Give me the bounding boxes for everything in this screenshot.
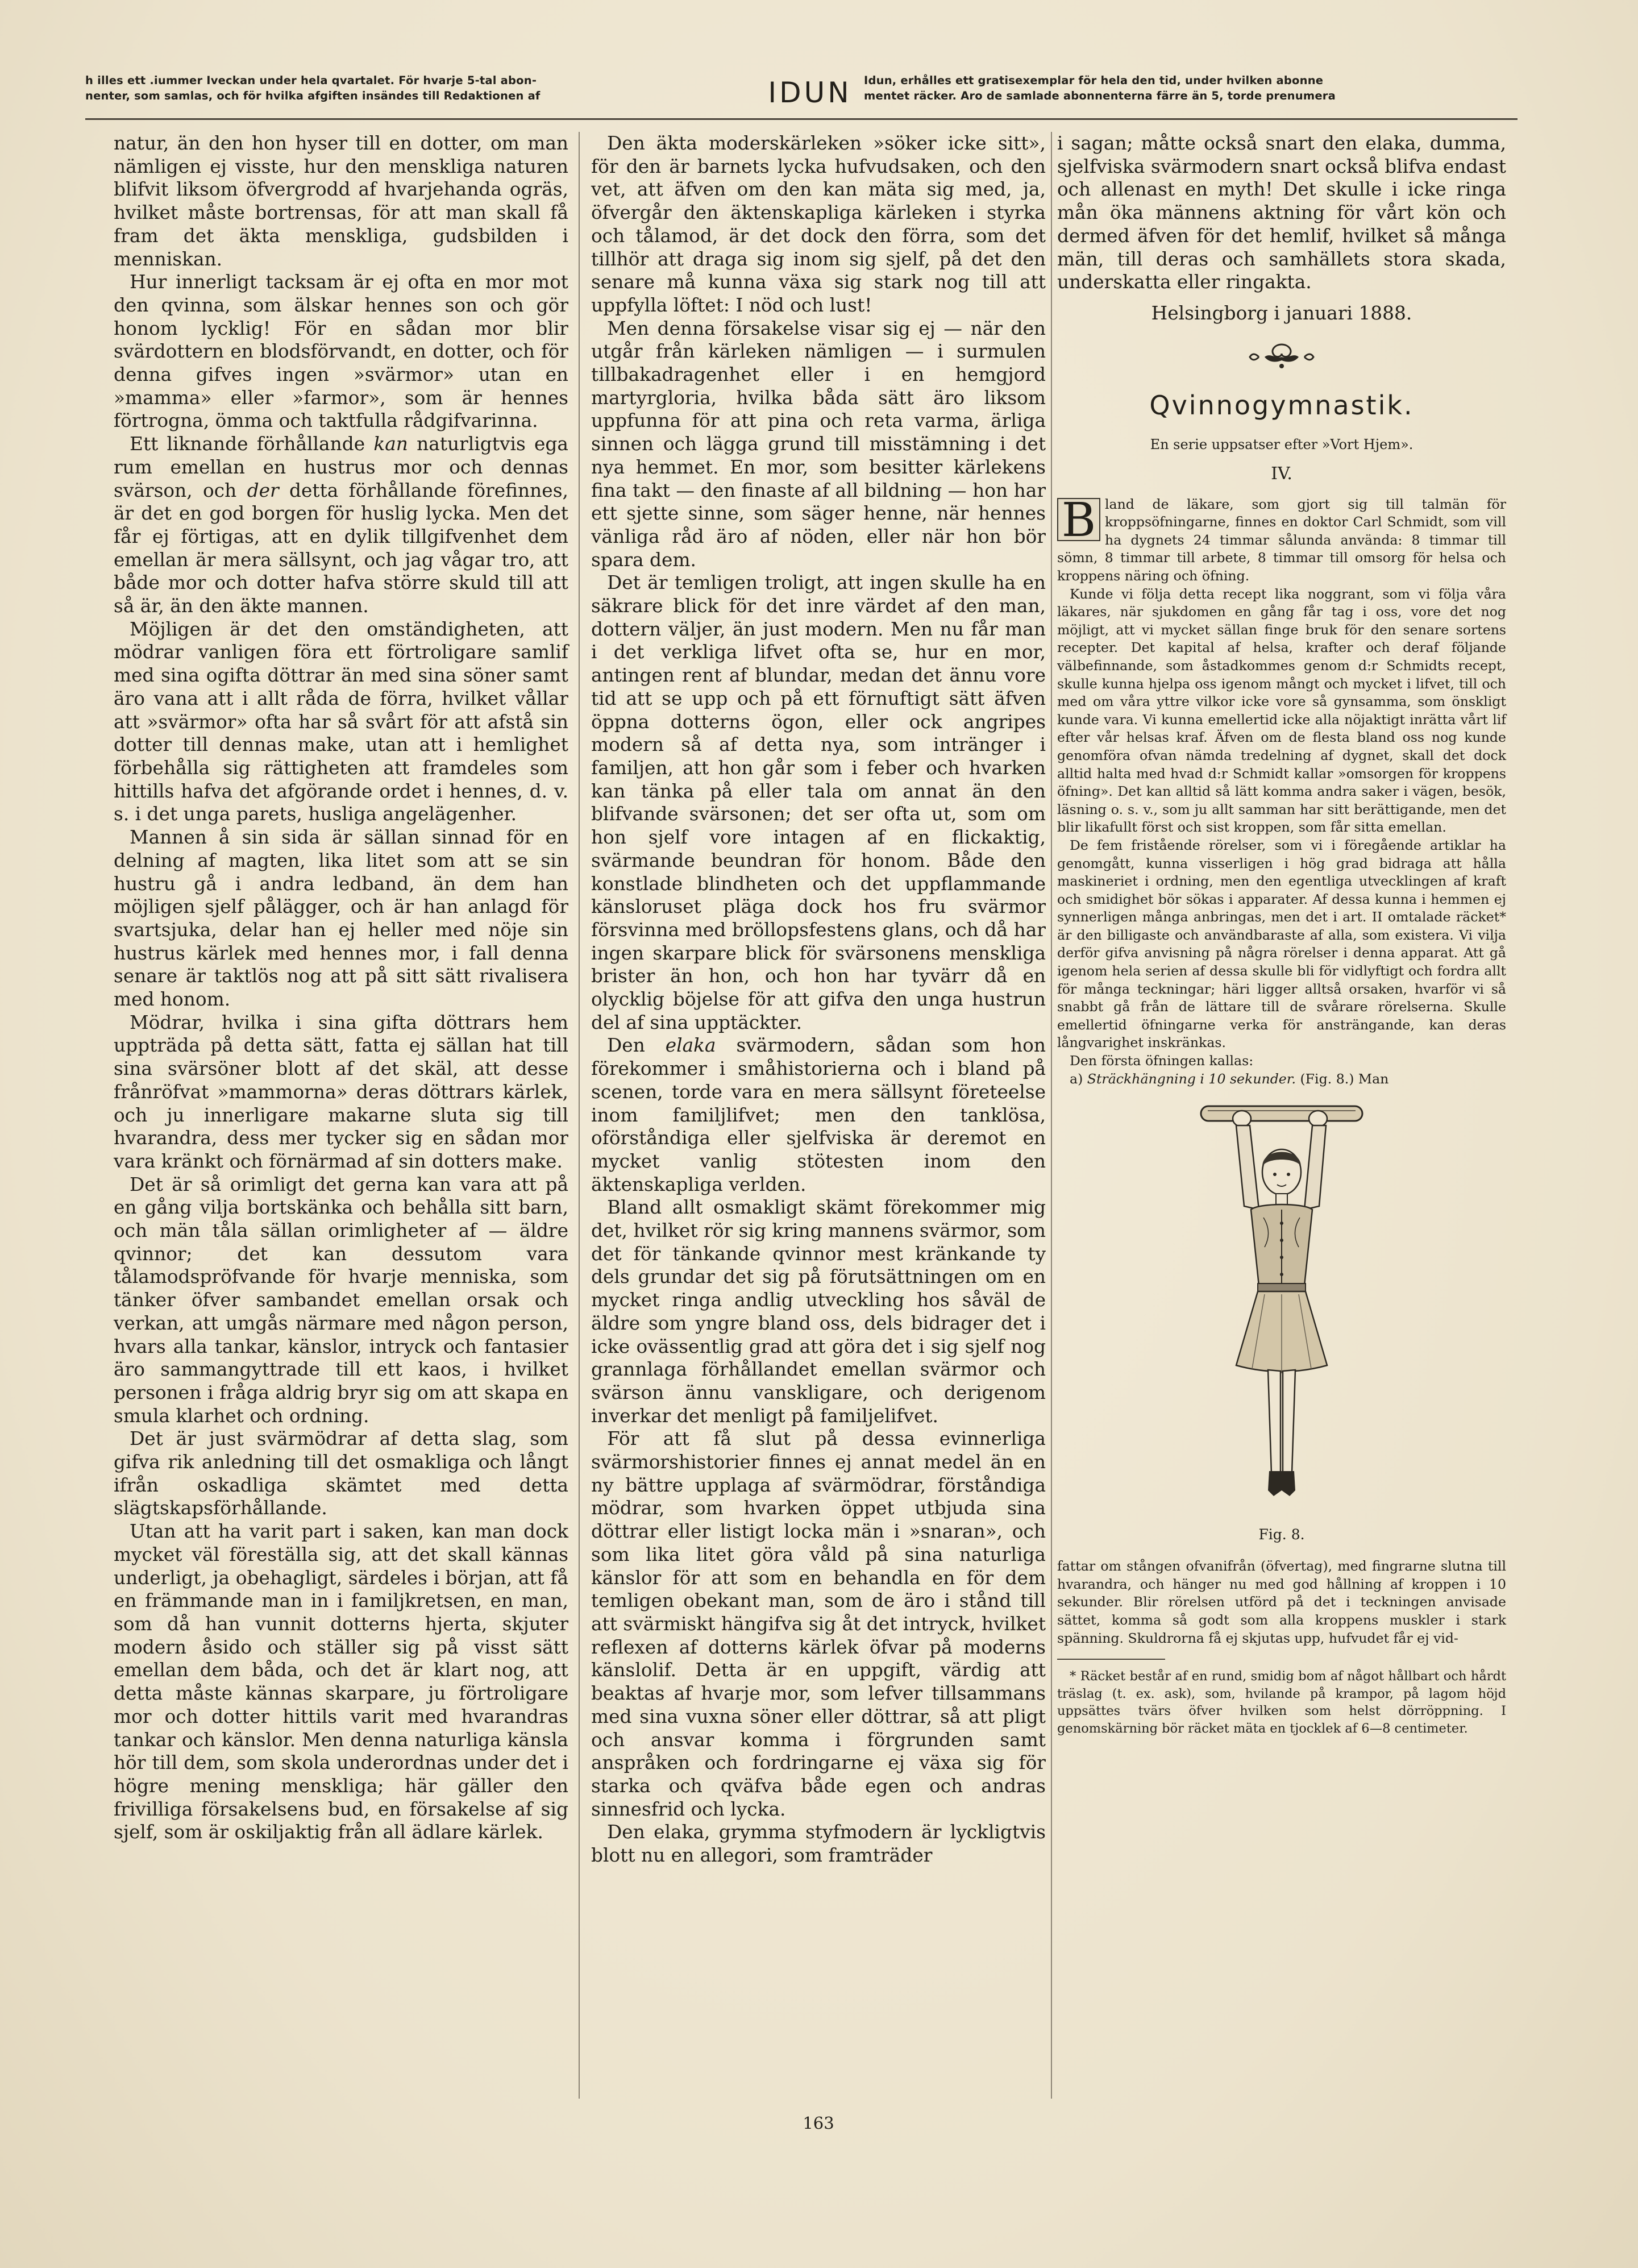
exercise-heading: a) Sträckhängning i 10 sekunder. (Fig. 8.) Man bbox=[1070, 1070, 1389, 1087]
hanging-woman-illustration bbox=[1196, 1098, 1367, 1519]
paragraph: natur, än den hon hyser till en dotter, om man nämligen ej visste, hur den menskliga naturen blifvit liksom öfvergrodd af hvarjehanda ogräs, hvilket måste bortrensas, för att man skall få fram det äkta menskliga, gudsbilden i menniskan. bbox=[114, 132, 568, 270]
paragraph: B land de läkare, som gjort sig till talmän för kroppsöfningarne, finnes en doktor Carl Schmidt, som vill ha dygnets 24 timmar sålunda använda: 8 timmar till sömn, 8 timmar till arbete, 8 timmar till omsorg för helsa och kroppens näring och öfning. bbox=[1057, 493, 1506, 584]
paragraph: Den elaka, grymma styfmodern är lyckligtvis blott nu en allegori, som framträder bbox=[591, 1821, 1046, 1867]
column-divider bbox=[1051, 132, 1052, 2099]
article-column-1 bbox=[114, 132, 568, 1844]
header-subscription-note-right: Idun, erhålles ett gratisexemplar för hela den tid, under hvilken abonne mentet räcker. Aro de samlade abonnenterna färre än 5, torde prenumera bbox=[864, 74, 1336, 102]
header-subscription-note-left: h illes ett .iummer Iveckan under hela qvartalet. För hvarje 5-tal abon- nenter, som samlas, och för hvilka afgiften insändes till Redaktionen af bbox=[85, 74, 541, 102]
section-number: IV. bbox=[1271, 463, 1292, 484]
paragraph: i sagan; måtte också snart den elaka, dumma, sjelfviska svärmodern snart också blifva endast och allenast en myth! Det skulle i icke ringa mån öka männens aktning för vårt kön och dermed äfven för det hemlif, hvilket så många män, till deras och samhällets stora skada, underskatta eller ringakta. bbox=[1057, 132, 1506, 293]
section-subtitle: En serie uppsatser efter »Vort Hjem». bbox=[1150, 436, 1413, 452]
drop-cap: B bbox=[1057, 498, 1100, 541]
masthead-title: IDUN bbox=[768, 76, 852, 109]
paragraph: Hur innerligt tacksam är ej ofta en mor mot den qvinna, som älskar hennes son och gör honom lycklig! För en sådan mor blir svärdottern en blodsförvandt, en dotter, och för denna gifves ingen »svärmor» utan en »mamma» eller »farmor», som är hennes förtrogna, ömma och taktfulla rådgifvarinna. bbox=[114, 271, 568, 432]
header-rule bbox=[85, 118, 1518, 120]
column-divider bbox=[579, 132, 580, 2099]
paragraph: Den elaka svärmodern, sådan som hon förekommer i småhistorierna och i bland på scenen, torde vara en mera sällsynt företeelse inom familjlifvet; men den tanklösa, oförståndiga eller sjelfviska är deremot en mycket vanlig stötesten inom den äktenskapliga verlden. bbox=[591, 1035, 1046, 1195]
paragraph: För att få slut på dessa evinnerliga svärmorshistorier finnes ej annat medel än en ny bättre upplaga af svärmödrar, förståndiga mödrar, som hvarken öppet utbjuda sina döttrar eller listigt locka män i »snaran», och som lika litet göra våld på sina naturliga känslor för att som en behandla en för dem temligen obekant man, som de äro i stånd till att svärmiskt hängifva sig åt det intryck, hvilket reflexen af dotterns kärlek öfvar på moderns känslolif. Detta är en uppgift, värdig att beaktas af hvarje mor, som lefver tillsammans med sina vuxna söner eller döttrar, så att pligt och ansvar komma i förgrunden samt anspråken och fordringarne ej växa sig för starka och qväfva både egen och andras sinnesfrid och lycka. bbox=[591, 1428, 1046, 1820]
gymnastics-article bbox=[1057, 493, 1506, 1738]
fleuron-ornament-icon bbox=[1242, 340, 1321, 372]
paragraph: Utan att ha varit part i saken, kan man dock mycket väl föreställa sig, att det skall kännas underligt, ja obehagligt, särdeles i början, att få en främmande man in i familjkretsen, en man, som då han vunnit dotterns hjerta, skjuter modern åsido och ställer sig på visst sätt emellan dem båda, och det är klart nog, att detta måste kännas skarpare, ju förtroligare mor och dotter hittils varit med hvarandras tankar och känslor. Men denna naturliga känsla hör till dem, som skola underordnas under det i högre mening menskliga; här gäller den frivilliga försakelsens bud, en försakelse af sig sjelf, som är oskiljaktig från all ädlare kärlek. bbox=[114, 1521, 568, 1843]
dateline: Helsingborg i januari 1888. bbox=[1151, 302, 1412, 324]
footnote-rule bbox=[1057, 1659, 1165, 1660]
footnote: * Räcket består af en rund, smidig bom af något hållbart och hårdt träslag (t. ex. ask), som, hvilande på krampor, på lagom höjd uppsättes tvärs öfver hvilken som helst dörröppning. I genomskärning bör räcket mäta en tjocklek af 6—8 centimeter. bbox=[1057, 1669, 1506, 1736]
article-column-3 bbox=[1057, 132, 1506, 1737]
paragraph: Kunde vi följa detta recept lika noggrant, som vi följa våra läkares, när sjukdomen en gång får tag i oss, vore det nog möjligt, att vi mycket sällan finge bruk för den senare sortens recepter. Det kapital af helsa, krafter och deraf följande välbefinnande, som åstadkommes genom d:r Schmidts recept, skulle kunna hjelpa oss igenom mångt och mycket i lifvet, till och med om våra yttre vilkor icke vore så gynsamma, som önskligt kunde vara. Vi kunna emellertid icke alla nöjaktigt inrätta vårt lif efter vår helsas kraf. Äfven om de flesta bland oss nog kunde genomföra ofvan nämda tredelning af dygnet, skall det dock alltid halta med hvad d:r Schmidt kallar »omsorgen för kroppens öfning». Det kan alltid så lätt komma andra saker i vägen, besök, läsning o. s. v., som ju allt samman har sitt berättigande, men det blir likafullt först och sist kroppen, som får sitta emellan. bbox=[1057, 585, 1506, 836]
paragraph: Det är så orimligt det gerna kan vara att på en gång vilja bortskänka och behålla sitt barn, och män tåla sällan orimligheter af — äldre qvinnor; det kan dessutom vara tålamodspröfvande för hvarje menniska, som tänker öfver sambandet emellan orsak och verkan, att umgås närmare med någon person, hvars alla tankar, känslor, intryck och fantasier äro sammangyttrade till ett kaos, i hvilket personen i fråga aldrig bryr sig om att skapa en smula klarhet och ordning. bbox=[114, 1173, 568, 1427]
article-column-2 bbox=[591, 132, 1046, 1867]
paragraph: Mannen å sin sida är sällan sinnad för en delning af magten, lika litet som att se sin hustru gå i andra ledband, än dem han möjligen sjelf pålägger, och är han anlagd för svartsjuka, delar han ej heller med nöje sin hustrus kärlek med hennes mor, i fall denna senare är taktlös nog att på sitt sätt rivalisera med honom. bbox=[114, 826, 568, 1011]
page-number: 163 bbox=[803, 2113, 834, 2133]
paragraph: Möjligen är det den omständigheten, att mödrar vanligen föra ett förtroligare samlif med sina ogifta döttrar än med sina söner samt äro vana att i allt råda de förra, hvilket vållar att »svärmor» ofta har så svårt för att afstå sin dotter till dennas make, utan att i hemlighet förbehålla sig rättigheten att framdeles som hittills hafva det afgörande ordet i hennes, d. v. s. i det unga parets, husliga angelägenher. bbox=[114, 618, 568, 825]
section-title: Qvinnogymnastik. bbox=[1149, 389, 1414, 421]
paragraph: De fem fristående rörelser, som vi i föregående artiklar ha genomgått, kunna visserligen i hög grad bidraga att hålla maskineriet i ordning, men den egentliga utvecklingen af kraft och smidighet bör sökas i apparater. Af dessa kunna i hemmen ej synnerligen många anbringas, men det i art. II omtalade räcket* är den billigaste och användbaraste af alla, som existera. Vi vilja derför gifva anvisning på några rörelser i denna apparat. Att gå igenom hela serien af dessa skulle bli för vidlyftigt och fordra allt för många teckningar; häri ligger alltså orsaken, hvarför vi så snabbt gå från de lättare till de svårare rörelserna. Skulle emellertid öfningarne verka för ansträngande, kan deras långvarighet inskränkas. bbox=[1057, 837, 1506, 1051]
paragraph: Ett liknande förhållande kan naturligtvis ega rum emellan en hustrus mor och dennas svärson, och der detta förhållande förefinnes, är det en god borgen för huslig lycka. Men det får ej förtigas, att en dylik tillgifvenhet dem emellan är mera sällsynt, och jag vågar tro, att både mor och dotter hafva större skuld till att så är, än den äkte mannen. bbox=[114, 433, 568, 617]
page-header bbox=[85, 73, 1518, 118]
figure-caption: Fig. 8. bbox=[1258, 1526, 1305, 1543]
paragraph: fattar om stången ofvanifrån (öfvertag), med fingrarne slutna till hvarandra, och hänger nu med god hållning af kroppen i 10 sekunder. Blir rörelsen utförd på det i teckningen anvisade sättet, komma så godt som alla kroppens muskler i stark spänning. Skuldrorna få ej skjutas upp, hufvudet får ej vid- bbox=[1057, 1558, 1506, 1646]
paragraph: Mödrar, hvilka i sina gifta döttrars hem uppträda på detta sätt, fatta ej sällan hat till sina svärsöner blott af det skäl, att desse frånröfvat »mammorna» deras döttrars kärlek, och ju innerligare makarne sluta sig till hvarandra, dess mer tycker sig en sådan mor vara kränkt och förnärmad af sin dotters make. bbox=[114, 1011, 568, 1172]
paragraph: Det är temligen troligt, att ingen skulle ha en säkrare blick för det inre värdet af den man, dottern väljer, än just modern. Men nu får man i det verkliga lifvet ofta se, hur en mor, antingen rent af blundar, medan det ännu vore tid att se upp och på ett förnuftigt sätt äfven öppna dotterns ögon, eller ock angripes modern så af detta nya, som intränger i familjen, att hon går som i feber och hvarken kan tänka på eller tala om annat än den blifvande svärsonen; det ser ofta ut, som om hon sjelf vore intagen af en flickaktig, svärmande beundran för honom. Både den konstlade blindheten och det uppflammande känsloruset pläga dock hos fru svärmor försvinna med bröllopsfestens glans, och då har ingen skarpare blick för svärsonens menskliga brister än hon, och hon har tyvärr då en olycklig böjelse för att gifva den unga hustrun del af sina upptäckter. bbox=[591, 572, 1046, 1033]
paragraph: Men denna försakelse visar sig ej — när den utgår från kärleken nämligen — i surmulen tillbakadragenhet eller i en hemgjord martyrgloria, hvilka båda sätt äro liksom uppfunna för att pina och reta varma, ärliga sinnen och lägga grund till misstämning i det nya hemmet. En mor, som besitter kärlekens fina takt — den finaste af all bildning — hon har ett sjette sinne, som säger henne, när hennes vänliga råd äro af nöden, eller när hon bör spara dem. bbox=[591, 317, 1046, 571]
paragraph: Bland allt osmakligt skämt förekommer mig det, hvilket rör sig kring mannens svärmor, som det för tänkande qvinnor mest kränkande ty dels grundar det sig på förutsättningen om en mycket ringa andlig utveckling hos såväl de äldre som yngre bland oss, dels bidrager det i icke ovässentlig grad att göra det i sig sjelf nog grannlaga förhållandet emellan svärmor och svärson ännu vanskligare, och derigenom inverkar det menligt på familjelifvet. bbox=[591, 1197, 1046, 1427]
paragraph: Det är just svärmödrar af detta slag, som gifva rik anledning till det osmakliga och långt ifrån oskadliga skämtet med detta slägtskapsförhållande. bbox=[114, 1428, 568, 1519]
paragraph: Den första öfningen kallas: bbox=[1070, 1053, 1254, 1069]
paragraph: Den äkta moderskärleken »söker icke sitt», för den är barnets lycka hufvudsaken, och den vet, att äfven om den kan mäta sig med, ja, öfvergår den äktenskapliga kärleken i styrka och tålamod, är det dock den förra, som det tillhör att draga sig inom sig sjelf, på det den senare må kunna växa sig stark nog till att uppfylla löftet: I nöd och lust! bbox=[591, 132, 1046, 316]
